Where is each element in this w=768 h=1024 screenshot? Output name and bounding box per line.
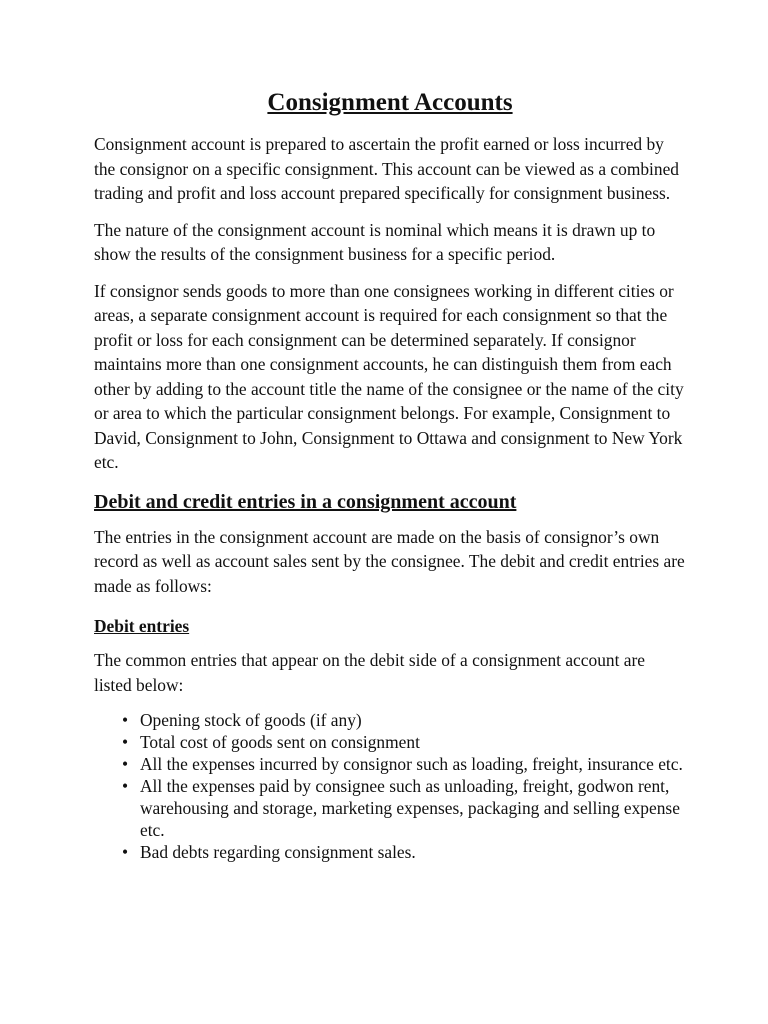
list-item: [118, 731, 686, 753]
bullet-icon: •: [121, 776, 129, 796]
debit-entries-paragraph: The common entries that appear on the debit side of a consignment account are listed below:: [94, 650, 645, 695]
bullet-icon: •: [121, 710, 129, 730]
list-item: [118, 841, 686, 863]
list-item-text: All the expenses incurred by consignor such as loading, freight, insurance etc.: [140, 754, 683, 774]
bullet-icon: •: [121, 732, 129, 752]
debit-entries-list: [94, 709, 686, 863]
list-item: [118, 709, 686, 731]
intro-paragraph-3: If consignor sends goods to more than one consignees working in different cities or areas, a separate consignment account is required for each consignment so that the profit or loss for each consignment can be determined separately. If consignor maintains more than one consignment accounts, he can distinguish them from each other by adding to the account title the name of the consignee or the name of the city or area to which the particular consignment belongs. For example, Consignment to David, Consignment to John, Consignment to Ottawa and consignment to New York etc.: [94, 280, 684, 472]
list-item: [118, 775, 686, 841]
intro-paragraph-1: Consignment account is prepared to ascertain the profit earned or loss incurred by the consignor on a specific consignment. This account can be viewed as a combined trading and profit and loss account prepared specifically for consignment business.: [94, 134, 679, 203]
document-page: [94, 86, 686, 863]
document-title: Consignment Accounts: [267, 89, 513, 116]
bullet-icon: •: [121, 842, 129, 862]
bullet-icon: •: [121, 754, 129, 774]
section-heading: Debit and credit entries in a consignment account: [94, 490, 517, 513]
list-item-text: Opening stock of goods (if any): [140, 710, 362, 730]
list-item: [118, 753, 686, 775]
list-item-text: Bad debts regarding consignment sales.: [140, 842, 416, 862]
list-item-text: Total cost of goods sent on consignment: [140, 732, 420, 752]
intro-paragraph-2: The nature of the consignment account is nominal which means it is drawn up to show the results of the consignment business for a specific period.: [94, 219, 656, 264]
section-paragraph: The entries in the consignment account are made on the basis of consignor’s own record as well as account sales sent by the consignee. The debit and credit entries are made as follows:: [94, 526, 685, 596]
debit-entries-heading: Debit entries: [94, 616, 190, 636]
list-item-text: All the expenses paid by consignee such as unloading, freight, godwon rent, warehousing and storage, marketing expenses, packaging and selling expense etc.: [140, 776, 680, 840]
